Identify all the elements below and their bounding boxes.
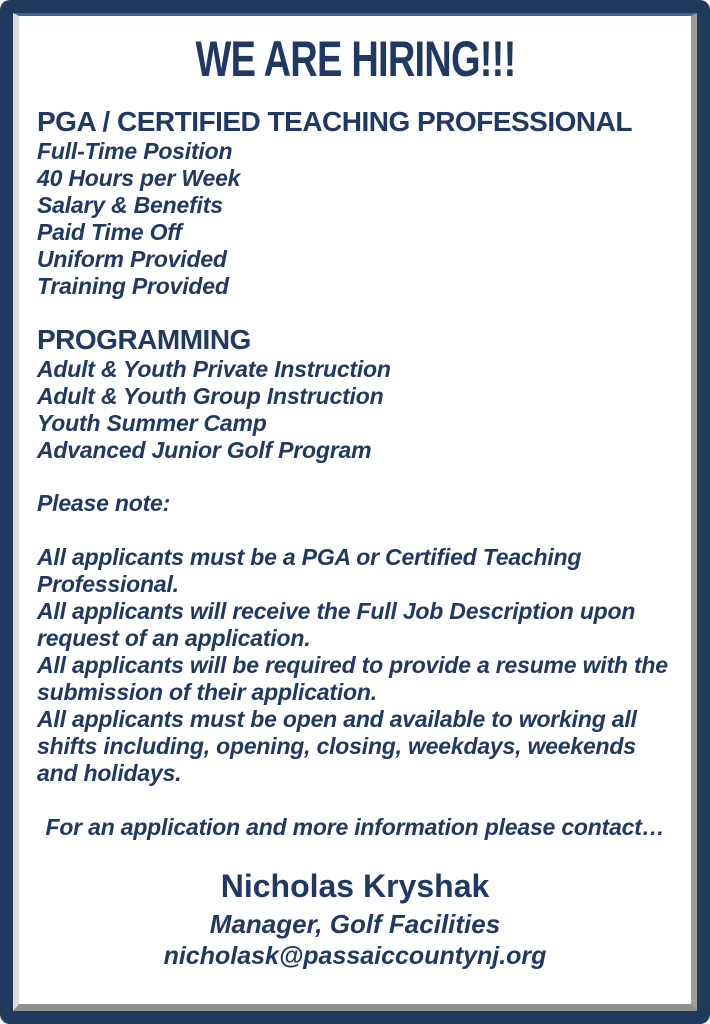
notes-section (37, 490, 673, 787)
contact-section (37, 814, 673, 971)
contact-lead: For an application and more information please contact… (45, 814, 665, 840)
note-paragraph: All applicants must be open and available to working all shifts including, opening, closing, weekdays, weekends and holidays. (37, 706, 637, 786)
position-item: 40 Hours per Week (37, 165, 241, 191)
position-item: Training Provided (37, 273, 229, 299)
position-item: Uniform Provided (37, 246, 227, 272)
note-intro: Please note: (37, 490, 171, 516)
note-paragraph: All applicants will receive the Full Job Description upon request of an application. (37, 598, 636, 651)
programming-item: Adult & Youth Group Instruction (37, 383, 384, 409)
note-paragraph: All applicants will be required to provide a resume with the submission of their application. (37, 652, 668, 705)
contact-name: Nicholas Kryshak (220, 868, 490, 904)
flyer-frame-bevel (13, 13, 697, 1011)
flyer-title-text: WE ARE HIRING!!! (195, 31, 515, 87)
programming-item: Advanced Junior Golf Program (37, 437, 372, 463)
position-heading: PGA / CERTIFIED TEACHING PROFESSIONAL (37, 106, 632, 137)
flyer-title (37, 30, 673, 88)
programming-section (37, 324, 673, 464)
contact-role: Manager, Golf Facilities (209, 909, 501, 939)
programming-item: Youth Summer Camp (37, 410, 267, 436)
programming-heading: PROGRAMMING (37, 324, 251, 355)
note-paragraph: All applicants must be a PGA or Certified Teaching Professional. (37, 544, 582, 597)
flyer-poster (19, 16, 691, 1004)
contact-email: nicholask@passaiccountynj.org (163, 942, 547, 970)
position-section (37, 106, 673, 300)
programming-item: Adult & Youth Private Instruction (37, 356, 391, 382)
position-item: Salary & Benefits (37, 192, 223, 218)
position-item: Full-Time Position (37, 138, 233, 164)
position-item: Paid Time Off (37, 219, 182, 245)
